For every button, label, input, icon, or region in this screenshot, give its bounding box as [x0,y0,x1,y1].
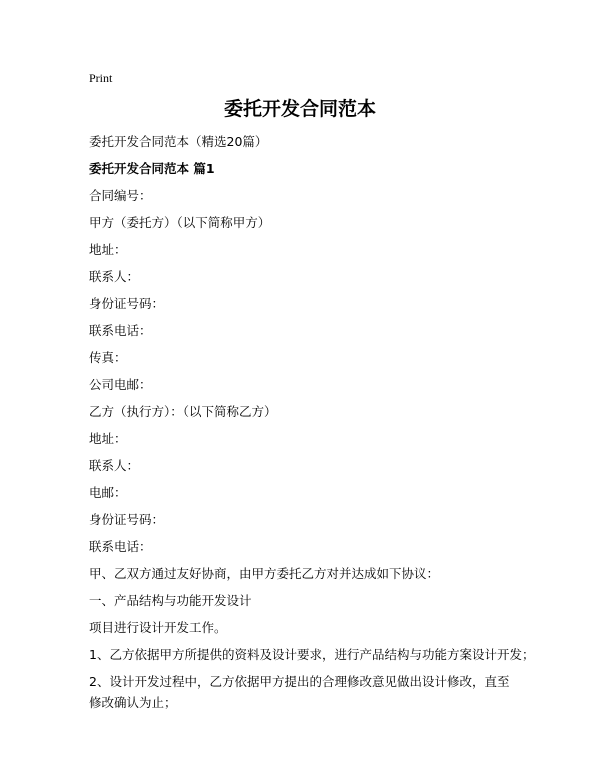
party-a-fax-line: 传真： [89,350,127,365]
party-a-line: 甲方（委托方）（以下简称甲方） [89,215,271,230]
party-b-address-line: 地址： [89,431,127,446]
contract-number-line: 合同编号： [89,188,152,203]
document-subtitle: 委托开发合同范本（精选20篇） [89,134,268,149]
agreement-intro-line: 甲、乙双方通过友好协商，由甲方委托乙方对并达成如下协议： [89,566,440,581]
party-b-email-line: 电邮： [89,485,127,500]
document-title: 委托开发合同范本 [223,98,376,120]
party-b-contact-line: 联系人： [89,458,140,473]
clause-1-intro: 项目进行设计开发工作。 [89,620,227,635]
party-a-contact-line: 联系人： [89,269,140,284]
print-label: Print [89,71,113,85]
clause-1-item-1: 1、乙方依据甲方所提供的资料及设计要求，进行产品结构与功能方案设计开发； [89,647,535,662]
section-heading: 委托开发合同范本 篇1 [89,161,215,176]
party-a-email-line: 公司电邮： [89,377,152,392]
party-a-phone-line: 联系电话： [89,323,152,338]
clause-1-heading: 一、产品结构与功能开发设计 [89,593,252,608]
party-b-phone-line: 联系电话： [89,539,152,554]
clause-1-item-2: 2、设计开发过程中，乙方依据甲方提出的合理修改意见做出设计修改，直至修改确认为止； [89,674,510,710]
party-b-line: 乙方（执行方）：（以下简称乙方） [89,404,277,419]
party-a-id-line: 身份证号码： [89,296,165,311]
party-b-id-line: 身份证号码： [89,512,165,527]
party-a-address-line: 地址： [89,242,127,257]
